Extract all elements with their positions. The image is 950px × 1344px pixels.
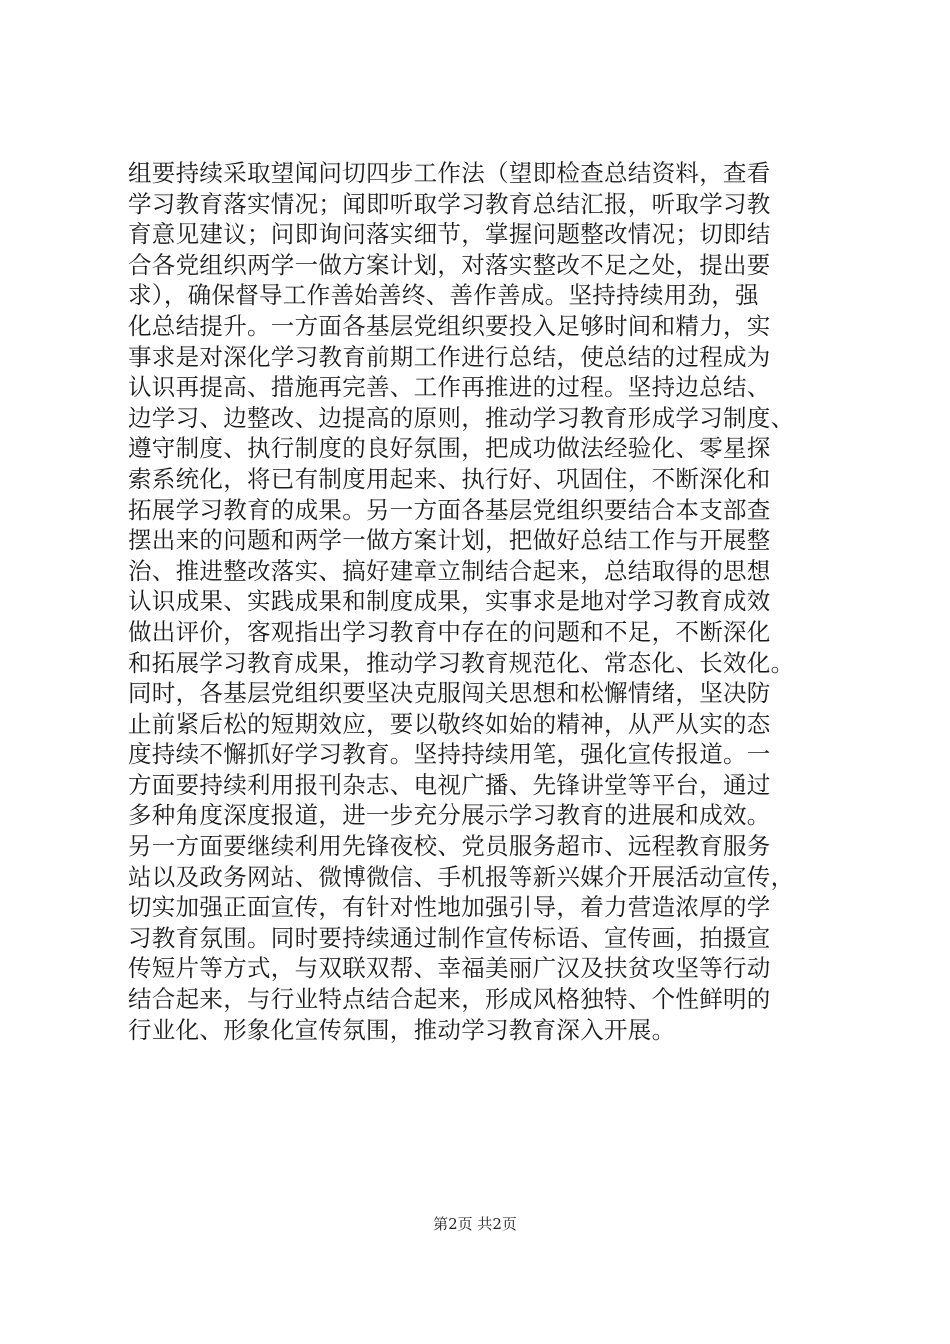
- text-line: 认识再提高、措施再完善、工作再推进的过程。坚持边总结、: [128, 373, 771, 402]
- text-line: 学习教育落实情况；闻即听取学习教育总结汇报，听取学习教: [128, 189, 771, 218]
- text-line: 育意见建议；问即询问落实细节，掌握问题整改情况；切即结: [128, 220, 771, 249]
- text-line: 遵守制度、执行制度的良好氛围，把成功做法经验化、零星探: [128, 434, 771, 463]
- text-line: 做出评价，客观指出学习教育中存在的问题和不足，不断深化: [128, 617, 771, 646]
- text-line: 拓展学习教育的成果。另一方面各基层党组织要结合本支部查: [128, 495, 771, 524]
- text-line: 认识成果、实践成果和制度成果，实事求是地对学习教育成效: [128, 587, 771, 616]
- text-line: 方面要持续利用报刊杂志、电视广播、先锋讲堂等平台，通过: [128, 770, 771, 799]
- text-line: 和拓展学习教育成果，推动学习教育规范化、常态化、长效化。: [128, 648, 795, 677]
- text-line: 切实加强正面宣传，有针对性地加强引导，着力营造浓厚的学: [128, 893, 771, 922]
- text-line: 索系统化，将已有制度用起来、执行好、巩固住，不断深化和: [128, 464, 771, 493]
- text-line: 边学习、边整改、边提高的原则，推动学习教育形成学习制度、: [128, 403, 795, 432]
- text-line: 习教育氛围。同时要持续通过制作宣传标语、宣传画，拍摄宣: [128, 923, 771, 952]
- text-line: 多种角度深度报道，进一步充分展示学习教育的进展和成效。: [128, 801, 771, 830]
- text-line: 度持续不懈抓好学习教育。坚持持续用笔，强化宣传报道。一: [128, 740, 771, 769]
- body-paragraph: [128, 158, 838, 1045]
- text-line: 行业化、形象化宣传氛围，推动学习教育深入开展。: [128, 1015, 676, 1044]
- text-line: 合各党组织两学一做方案计划，对落实整改不足之处，提出要: [128, 250, 771, 279]
- text-line: 传短片等方式，与双联双帮、幸福美丽广汉及扶贫攻坚等行动: [128, 954, 771, 983]
- text-line: 事求是对深化学习教育前期工作进行总结，使总结的过程成为: [128, 342, 771, 371]
- text-line: 止前紧后松的短期效应，要以敬终如始的精神，从严从实的态: [128, 709, 771, 738]
- page-number-footer: 第2页 共2页: [433, 1215, 517, 1233]
- text-line: 摆出来的问题和两学一做方案计划，把做好总结工作与开展整: [128, 526, 771, 555]
- text-line: 同时，各基层党组织要坚决克服闯关思想和松懈情绪，坚决防: [128, 679, 771, 708]
- text-line: 结合起来，与行业特点结合起来，形成风格独特、个性鲜明的: [128, 985, 771, 1014]
- text-line: 站以及政务网站、微博微信、手机报等新兴媒介开展活动宣传，: [128, 862, 795, 891]
- text-line: 治、推进整改落实、搞好建章立制结合起来，总结取得的思想: [128, 556, 771, 585]
- text-line: 另一方面要继续利用先锋夜校、党员服务超市、远程教育服务: [128, 832, 771, 861]
- text-line: 组要持续采取望闻问切四步工作法（望即检查总结资料，查看: [128, 159, 771, 187]
- text-line: 化总结提升。一方面各基层党组织要投入足够时间和精力，实: [128, 311, 771, 340]
- text-line: 求），确保督导工作善始善终、善作善成。坚持持续用劲，强: [128, 281, 759, 310]
